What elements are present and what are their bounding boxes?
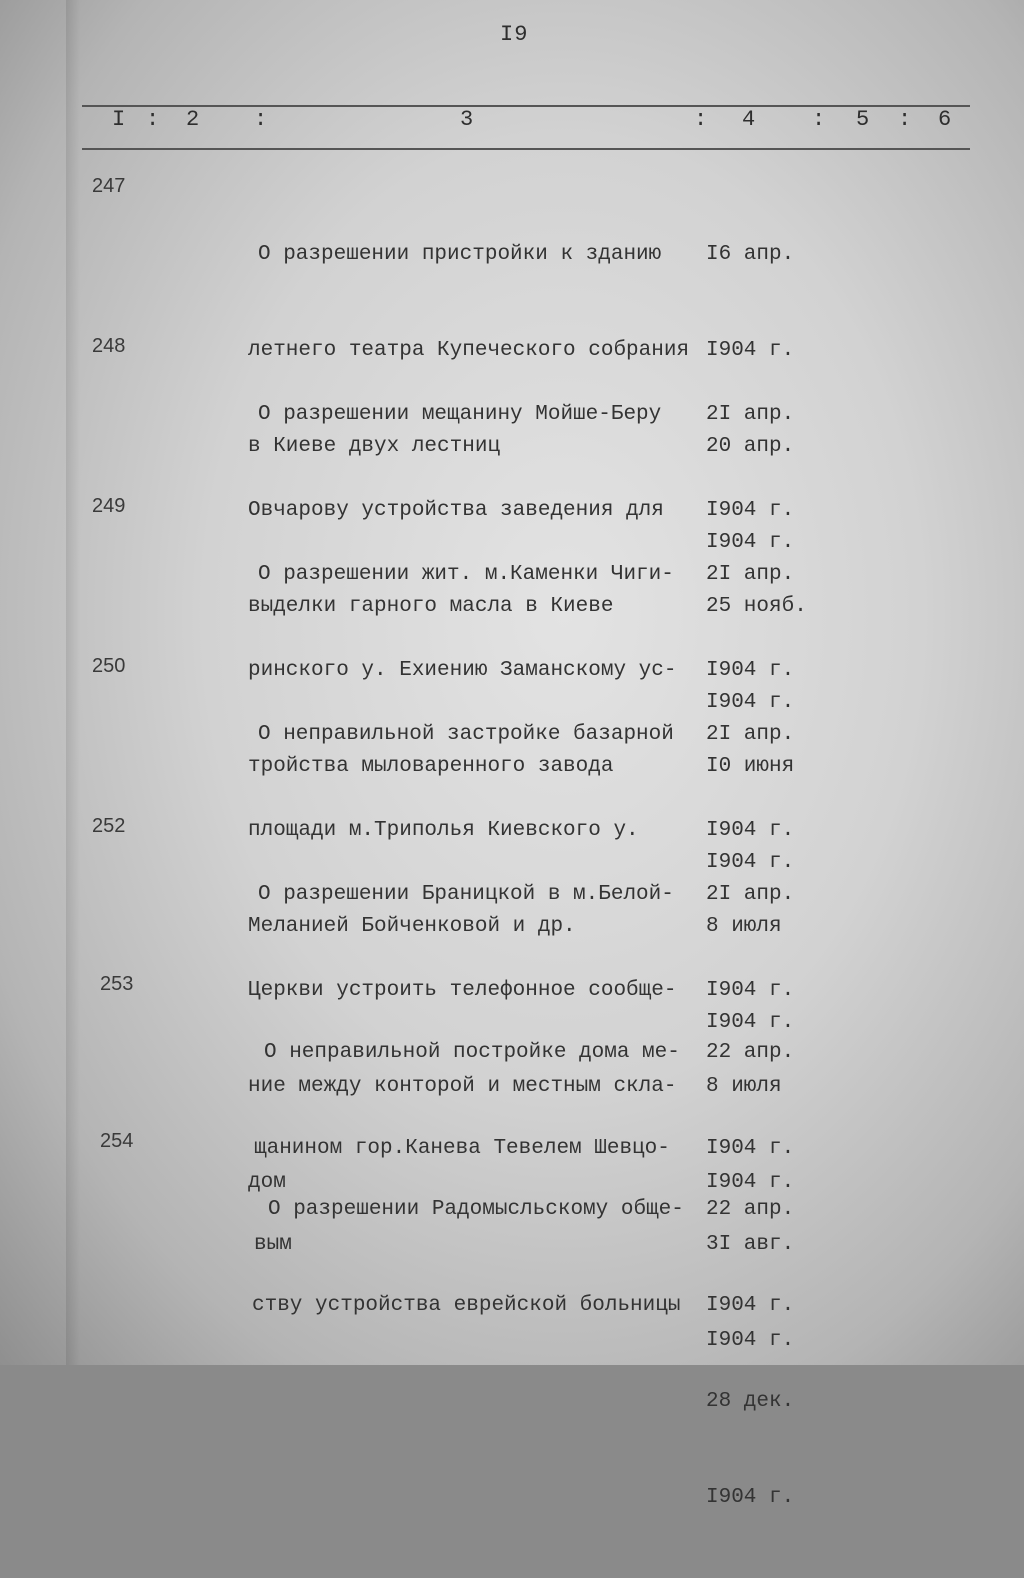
end-date: 28 дек. [706, 1390, 795, 1413]
entry-number: 249 [92, 495, 126, 517]
end-year: I904 г. [706, 851, 795, 874]
column-3-header: 3 [460, 107, 474, 132]
entry-number: 248 [92, 335, 126, 357]
column-5-header: 5 [856, 107, 870, 132]
end-year: I904 г. [706, 691, 795, 714]
entry-number: 253 [100, 973, 134, 995]
entry-number: 254 [100, 1130, 134, 1152]
entry-title-line: О разрешении жит. м.Каменки Чиги- [258, 563, 674, 586]
end-date: I0 июня [706, 755, 795, 778]
entry-title-line: щанином гор.Канева Тевелем Шевцо- [254, 1137, 670, 1160]
end-year: I904 г. [706, 1011, 795, 1034]
start-year: I904 г. [706, 819, 795, 842]
entry-title-line: Овчарову устройства заведения для [248, 499, 664, 522]
start-year: I904 г. [706, 339, 795, 362]
entry-title-line: ству устройства еврейской больницы [252, 1294, 681, 1317]
end-date: 3I авг. [706, 1233, 795, 1256]
end-date: 8 июля [706, 1075, 782, 1098]
entry-number: 250 [92, 655, 126, 677]
column-2-header: 2 [186, 107, 200, 132]
entry-title-line: О разрешении пристройки к зданию [258, 243, 662, 266]
column-separator: : [146, 107, 160, 132]
entry-title-line: тройства мыловаренного завода [248, 755, 614, 778]
entry-title-line: О разрешении мещанину Мойше-Беру [258, 403, 662, 426]
start-year: I904 г. [706, 1137, 795, 1160]
entry-title-line: О неправильной застройке базарной [258, 723, 674, 746]
start-date: 22 апр. [706, 1198, 795, 1221]
start-year: I904 г. [706, 499, 795, 522]
column-1-header: I [112, 107, 126, 132]
page-number: I9 [500, 22, 529, 47]
column-separator: : [898, 107, 912, 132]
entry-number: 252 [92, 815, 126, 837]
entry-title-line: О разрешении Радомысльскому обще- [268, 1198, 684, 1221]
entry-title-line: дом [248, 1171, 286, 1194]
column-4-header: 4 [742, 107, 756, 132]
entry-number: 247 [92, 175, 126, 197]
entry-title-line: выделки гарного масла в Киеве [248, 595, 614, 618]
start-year: I904 г. [706, 659, 795, 682]
start-date: 2I апр. [706, 883, 795, 906]
entry-dates [706, 1130, 816, 1578]
entry-title-line: Церкви устроить телефонное сообще- [248, 979, 677, 1002]
entry-title-line: О разрешении Браницкой в м.Белой- [258, 883, 674, 906]
end-year: I904 г. [706, 1171, 795, 1194]
column-separator: : [694, 107, 708, 132]
header-top-rule [82, 105, 970, 107]
end-date: 25 нояб. [706, 595, 807, 618]
start-date: 22 апр. [706, 1041, 795, 1064]
start-year: I904 г. [706, 979, 795, 1002]
end-date: 8 июля [706, 915, 782, 938]
end-year: I904 г. [706, 1329, 795, 1352]
column-separator: : [812, 107, 826, 132]
entry-title-line: ринского у. Ехиению Заманскому ус- [248, 659, 677, 682]
end-date: 20 апр. [706, 435, 795, 458]
start-year: I904 г. [706, 1294, 795, 1317]
entry-title-line: О неправильной постройке дома ме- [264, 1041, 680, 1064]
entry-title-line: летнего театра Купеческого собрания [248, 339, 690, 362]
page-fold-shadow [66, 0, 80, 1365]
entry-title-line: ние между конторой и местным скла- [248, 1075, 677, 1098]
start-date: 2I апр. [706, 723, 795, 746]
start-date: 2I апр. [706, 403, 795, 426]
column-separator: : [254, 107, 268, 132]
column-6-header: 6 [938, 107, 952, 132]
entry-title-line: площади м.Триполья Киевского у. [248, 819, 639, 842]
start-date: I6 апр. [706, 243, 795, 266]
end-year: I904 г. [706, 531, 795, 554]
entry-title-line: вым [254, 1233, 292, 1256]
entry-title-line: в Киеве двух лестниц [248, 435, 501, 458]
entry-title-line: Меланией Бойченковой и др. [248, 915, 576, 938]
header-bottom-rule [82, 148, 970, 150]
end-year: I904 г. [706, 1486, 795, 1509]
entry-title [252, 1130, 728, 1386]
start-date: 2I апр. [706, 563, 795, 586]
